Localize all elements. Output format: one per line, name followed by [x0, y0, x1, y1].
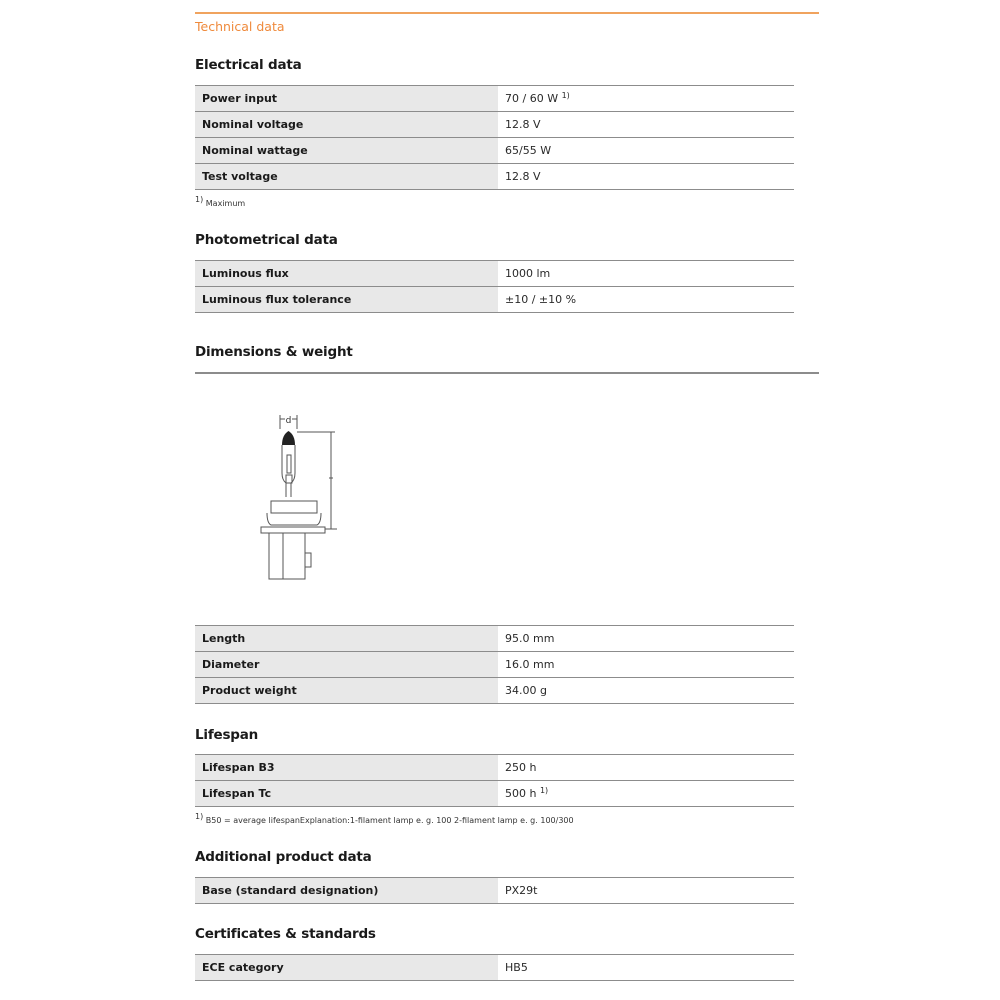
- row-value: 16.0 mm: [498, 652, 794, 678]
- section-title-dimensions: Dimensions & weight: [195, 344, 353, 360]
- row-value: 95.0 mm: [498, 626, 794, 652]
- table-row: [195, 261, 794, 287]
- table-row: [195, 955, 794, 981]
- row-value: 1000 lm: [498, 261, 794, 287]
- photometrical-table: [195, 260, 794, 313]
- section-title-additional: Additional product data: [195, 849, 372, 865]
- electrical-table: [195, 85, 794, 190]
- footnote-ref: 1): [539, 786, 549, 795]
- table-row: [195, 781, 794, 807]
- table-row: [195, 626, 794, 652]
- row-label: Test voltage: [195, 164, 498, 190]
- row-label: Base (standard designation): [195, 878, 498, 904]
- row-value: 12.8 V: [498, 164, 794, 190]
- row-value: 34.00 g: [498, 678, 794, 704]
- row-label: ECE category: [195, 955, 498, 981]
- section-title-lifespan: Lifespan: [195, 727, 259, 743]
- footnote-lifespan: $^{1)}$ B50 = average lifespanExplanation:1-filament lamp e. g. 100 2-filament lamp e. g. 100/300: [195, 812, 574, 825]
- table-row: [195, 678, 794, 704]
- row-label: Diameter: [195, 652, 498, 678]
- page-title: Technical data: [195, 19, 285, 34]
- table-row: [195, 164, 794, 190]
- row-label: Power input: [195, 86, 498, 112]
- row-label: Luminous flux: [195, 261, 498, 287]
- footnote-ref: 1): [561, 91, 570, 100]
- row-value: PX29t: [498, 878, 794, 904]
- row-value: HB5: [498, 955, 794, 981]
- additional-table: [195, 877, 794, 904]
- section-title-electrical: Electrical data: [195, 57, 302, 73]
- certificates-table: [195, 954, 794, 981]
- row-label: Nominal wattage: [195, 138, 498, 164]
- lifespan-table: [195, 754, 794, 807]
- row-label: Lifespan B3: [195, 755, 498, 781]
- dimensions-table: [195, 625, 794, 704]
- row-label: Length: [195, 626, 498, 652]
- row-value: 500 h $^{1)}$: [498, 781, 794, 807]
- section-title-photometrical: Photometrical data: [195, 232, 338, 248]
- row-value: 12.8 V: [498, 112, 794, 138]
- table-row: [195, 652, 794, 678]
- row-label: Luminous flux tolerance: [195, 287, 498, 313]
- accent-rule: [195, 12, 819, 14]
- row-value: 250 h: [498, 755, 794, 781]
- bulb-dimension-drawing-icon: [245, 405, 355, 590]
- table-row: [195, 878, 794, 904]
- table-row: [195, 86, 794, 112]
- table-row: [195, 112, 794, 138]
- table-row: [195, 287, 794, 313]
- row-value: ±10 / ±10 %: [498, 287, 794, 313]
- row-label: Nominal voltage: [195, 112, 498, 138]
- row-value: 70 / 60 W $^{1)}$: [498, 86, 794, 112]
- footnote-electrical: $^{1)}$ Maximum: [195, 195, 246, 208]
- table-row: [195, 138, 794, 164]
- row-label: Product weight: [195, 678, 498, 704]
- row-label: Lifespan Tc: [195, 781, 498, 807]
- row-value: 65/55 W: [498, 138, 794, 164]
- table-row: [195, 755, 794, 781]
- section-divider: [195, 372, 819, 374]
- svg-text:d: d: [285, 416, 292, 426]
- section-title-certificates: Certificates & standards: [195, 926, 376, 942]
